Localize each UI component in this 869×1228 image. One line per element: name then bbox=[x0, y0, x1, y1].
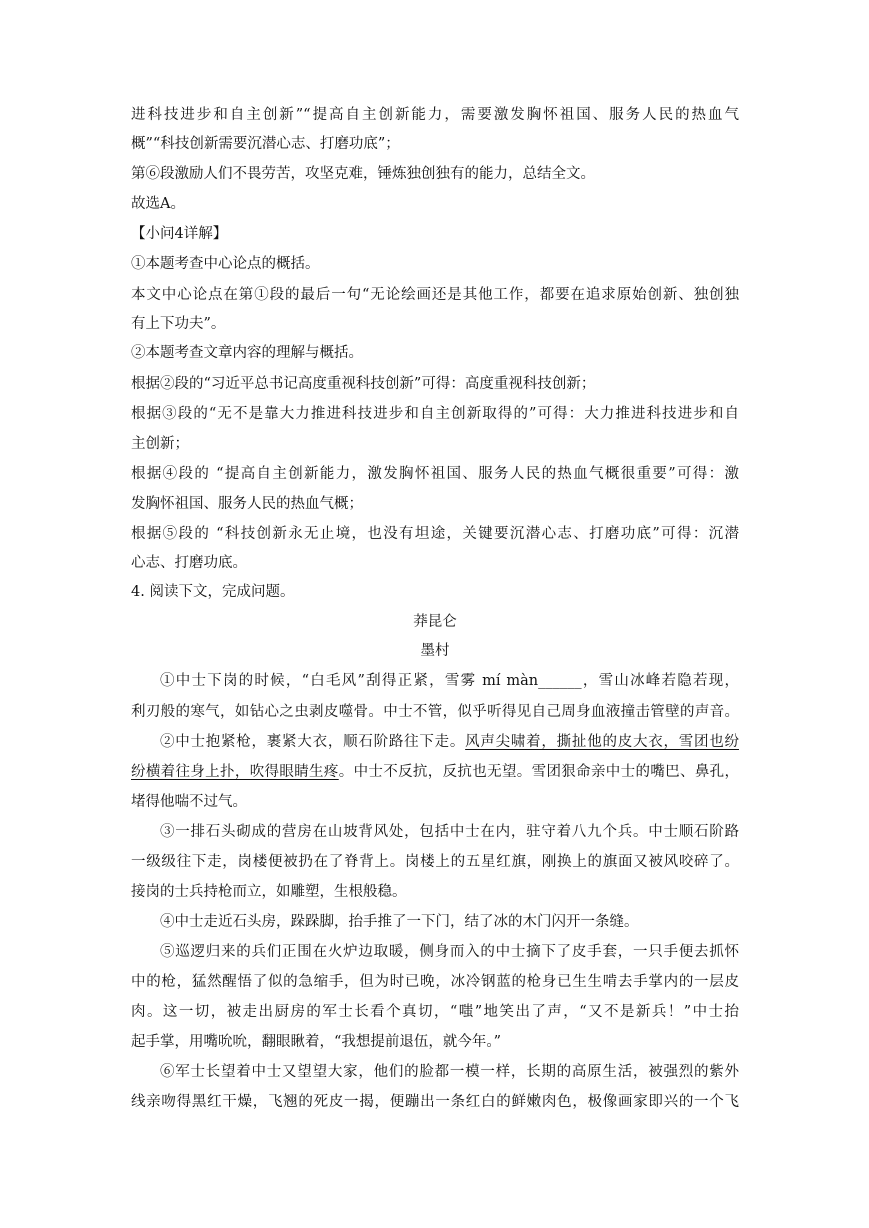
text-line: 根据④段的 “提高自主创新能力，激发胸怀祖国、服务人民的热血气概很重要”可得：激 bbox=[131, 466, 739, 482]
paragraph-line: 接岗的士兵持枪而立，如雕塑，生根般稳。 bbox=[131, 884, 407, 900]
article-title: 莽昆仑 bbox=[413, 614, 457, 630]
text-line: 概”“科技创新需要沉潜心志、打磨功底”； bbox=[131, 136, 400, 152]
paragraph-line: 中的枪，猛然醒悟了似的急缩手，但为时已晚，冰冷钢蓝的枪身已生生啃去手掌内的一层皮 bbox=[131, 974, 739, 990]
underlined-text: 风声尖啸着，撕扯他的皮大衣，雪团也纷 bbox=[465, 734, 739, 750]
paragraph-line: 起手掌，用嘴吮吮，翻眼瞅着，“我想提前退伍，就今年。” bbox=[131, 1034, 502, 1050]
section-heading: 【小问4详解】 bbox=[131, 226, 228, 242]
text-line: 进科技进步和自主创新”“提高自主创新能力，需要激发胸怀祖国、服务人民的热血气 bbox=[131, 107, 739, 123]
question-number: 4. 阅读下文，完成问题。 bbox=[131, 584, 295, 600]
paragraph-line: ③一排石头砌成的营房在山坡背风处，包括中士在内，驻守着八九个兵。中士顺石阶路 bbox=[160, 824, 739, 840]
text-line: 根据⑤段的 “科技创新永无止境，也没有坦途，关键要沉潜心志、打磨功底”可得：沉潜 bbox=[131, 526, 739, 542]
underlined-text: 纷横着往身上扑，吹得眼睛生疼 bbox=[131, 764, 339, 780]
text-line: 故选A。 bbox=[131, 196, 185, 212]
text-line: ①本题考查中心论点的概括。 bbox=[131, 256, 320, 272]
plain-text: 。中士不反抗，反抗也无望。雪团狠命亲中士的嘴巴、鼻孔， bbox=[338, 764, 739, 780]
paragraph-line: ①中士下岗的时候，“白毛风”刮得正紧，雪雾 mí màn______，雪山冰峰若隐若现， bbox=[160, 673, 739, 689]
paragraph-line bbox=[131, 762, 739, 782]
text-line: 根据②段的“习近平总书记高度重视科技创新”可得：高度重视科技创新； bbox=[131, 376, 596, 392]
paragraph-line: 线亲吻得黑红干燥，飞翘的死皮一揭，便蹦出一条红白的鲜嫩肉色，极像画家即兴的一个飞 bbox=[131, 1094, 739, 1110]
article-author: 墨村 bbox=[420, 643, 450, 659]
text-line: 有上下功夫”。 bbox=[131, 316, 226, 332]
text-line: 主创新； bbox=[131, 436, 189, 452]
paragraph-line bbox=[160, 732, 739, 752]
paragraph-line: ⑥军士长望着中士又望望大家，他们的脸都一模一样，长期的高原生活，被强烈的紫外 bbox=[160, 1064, 739, 1080]
paragraph-line: ④中士走近石头房，跺跺脚，抬手推了一下门，结了冰的木门闪开一条缝。 bbox=[160, 914, 639, 930]
paragraph-line: 一级级往下走，岗楼便被扔在了脊背上。岗楼上的五星红旗，刚换上的旗面又被风咬碎了。 bbox=[131, 854, 739, 870]
plain-text: ②中士抱紧枪，裹紧大衣，顺石阶路往下走。 bbox=[160, 734, 466, 750]
text-line: 心志、打磨功底。 bbox=[131, 555, 247, 571]
text-line: 根据③段的“无不是靠大力推进科技进步和自主创新取得的”可得：大力推进科技进步和自 bbox=[131, 406, 739, 422]
text-line: 发胸怀祖国、服务人民的热血气概； bbox=[131, 496, 363, 512]
paragraph-line: 堵得他喘不过气。 bbox=[131, 794, 247, 810]
paragraph-line: 利刃般的寒气，如钻心之虫剥皮噬骨。中士不管，似乎听得见自己周身血液撞击管壁的声音。 bbox=[131, 704, 739, 720]
text-line: 本文中心论点在第①段的最后一句“无论绘画还是其他工作，都要在追求原始创新、独创独 bbox=[131, 287, 739, 303]
text-line: 第⑥段激励人们不畏劳苦，攻坚克难，锤炼独创独有的能力，总结全文。 bbox=[131, 166, 595, 182]
paragraph-line: 肉。这一切，被走出厨房的军士长看个真切，“嗤”地笑出了声，“又不是新兵！”中士抬 bbox=[131, 1004, 739, 1020]
paragraph-line: ⑤巡逻归来的兵们正围在火炉边取暖，侧身而入的中士摘下了皮手套，一只手便去抓怀 bbox=[160, 944, 739, 960]
text-line: ②本题考查文章内容的理解与概括。 bbox=[131, 345, 363, 361]
